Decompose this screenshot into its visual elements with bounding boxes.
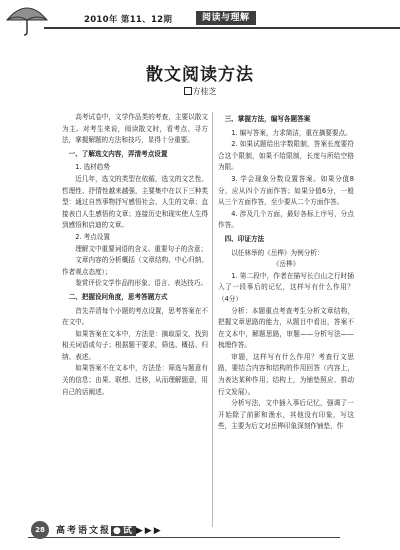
paragraph: 4. 涉及几个方面，最好各标上序号，分点作答。 xyxy=(218,209,354,230)
paragraph: 文章内容的分析概括（文章结构、中心归纳、作者观点态度）； xyxy=(62,256,208,276)
left-column xyxy=(62,112,208,398)
paragraph: 1. 编写答案，力求简洁，重在摘要要点。 xyxy=(231,128,352,137)
paragraph: 分析写法，文中插入事后记忆，强调了一开始除了前影和渔水，其他没有印象，写这些，主要为后文对岳桦印象深刻作铺垫，作 xyxy=(218,399,354,431)
byline xyxy=(0,86,400,97)
paragraph: 2. 如果试题给出字数限制，答案长度要符合这个限制，如果不给限制，长度与所给空格为限。 xyxy=(218,140,354,172)
section-heading-3: 三、掌握方法，编写各题答案 xyxy=(224,115,311,123)
paragraph: 3. 学会现象分数设置答案。如果分值8分，应从四个方面作答；如果分值6分，一般从三个方面作答，至少要从二个方面作答。 xyxy=(218,174,354,207)
footer-brand-prefix: 高考语文报 xyxy=(56,526,112,536)
author-name: 方桂芝 xyxy=(192,87,217,96)
paragraph: 如果答案不在文本中，方法是：筛选与题意有关的信息；由果、联想、迁移，从而理解题意，用自己的话阐述。 xyxy=(62,364,208,396)
square-icon xyxy=(184,87,192,95)
paragraph: 如果答案在文本中，方法是：摘取原文，找到相关词语或句子；根据题干要求，筛选、概括、归纳、表述。 xyxy=(62,329,208,361)
subheading-material-trend: 1. 选材趋势 xyxy=(75,163,110,172)
section-label: 阅读与理解 xyxy=(196,11,256,25)
analysis-paragraph: 分析：本题重点考查考生分析文章结构，把握文章思路的能力，从题目中看出，答案不在文本中，解题思路，审题——分析写法——梳理作答。 xyxy=(218,306,354,350)
paragraph: 近几年，选文的类型在依循，选文的文艺性、哲理性、抒情性越来越强，主要集中在以下三种类型：通过自然事物抒写感悟社会、人生的文章；直接表白人生感悟的文章；连接历史和现实使人生得到感悟和启迪的文章。 xyxy=(62,174,208,230)
paragraph: 审题，这样写有什么作用？考查行文思路，要结合内容和结构的作用回答（内容上，为表达某种作用；结构上，为铺垫照应、推动行文发展）。 xyxy=(218,352,354,396)
paragraph: 以任林举的《岳桦》为例分析： xyxy=(231,248,324,257)
column-divider xyxy=(212,112,213,527)
question-paragraph: 1. 第二段中，作者在描写长白山之行时插入了一段事后的记忆，这样写有什么作用？（4分） xyxy=(218,271,354,303)
right-column xyxy=(218,112,354,433)
section-heading-4: 四、印证方法 xyxy=(224,234,265,243)
subheading-test-points: 2. 考点设置 xyxy=(75,232,110,241)
paragraph: 鉴赏评价文学作品的形象、语言、表达技巧。 xyxy=(75,279,208,288)
section-heading-1: 一、了解选文内容，弄清考点设置 xyxy=(68,149,168,158)
footer-arrows: ▶▶▶ xyxy=(135,526,163,536)
issue-label: 2010年 第11、12期 xyxy=(84,15,173,25)
section-heading-2: 二、把握设问角度，思考答题方式 xyxy=(68,292,168,301)
quoted-title: 《岳桦》 xyxy=(272,260,300,269)
article-title: 散文阅读方法 xyxy=(146,65,254,85)
intro-paragraph: 高考试卷中，文学作品类的考查，主要以散文为主。对考生来说，阅读散文时，看考点、寻方法，掌握解题的方法和技巧，显得十分重要。 xyxy=(62,113,208,145)
page-number: 28 xyxy=(31,521,49,539)
paragraph: 理解文中重要词语的含义、重要句子的含意； xyxy=(75,244,208,253)
paragraph: 首先弄清每个小题的考点设置，思考答案在不在文中。 xyxy=(62,306,208,327)
footer-rule xyxy=(28,537,340,538)
footer-brand-highlight: ●试 xyxy=(113,526,134,536)
footer-brand xyxy=(56,523,163,536)
